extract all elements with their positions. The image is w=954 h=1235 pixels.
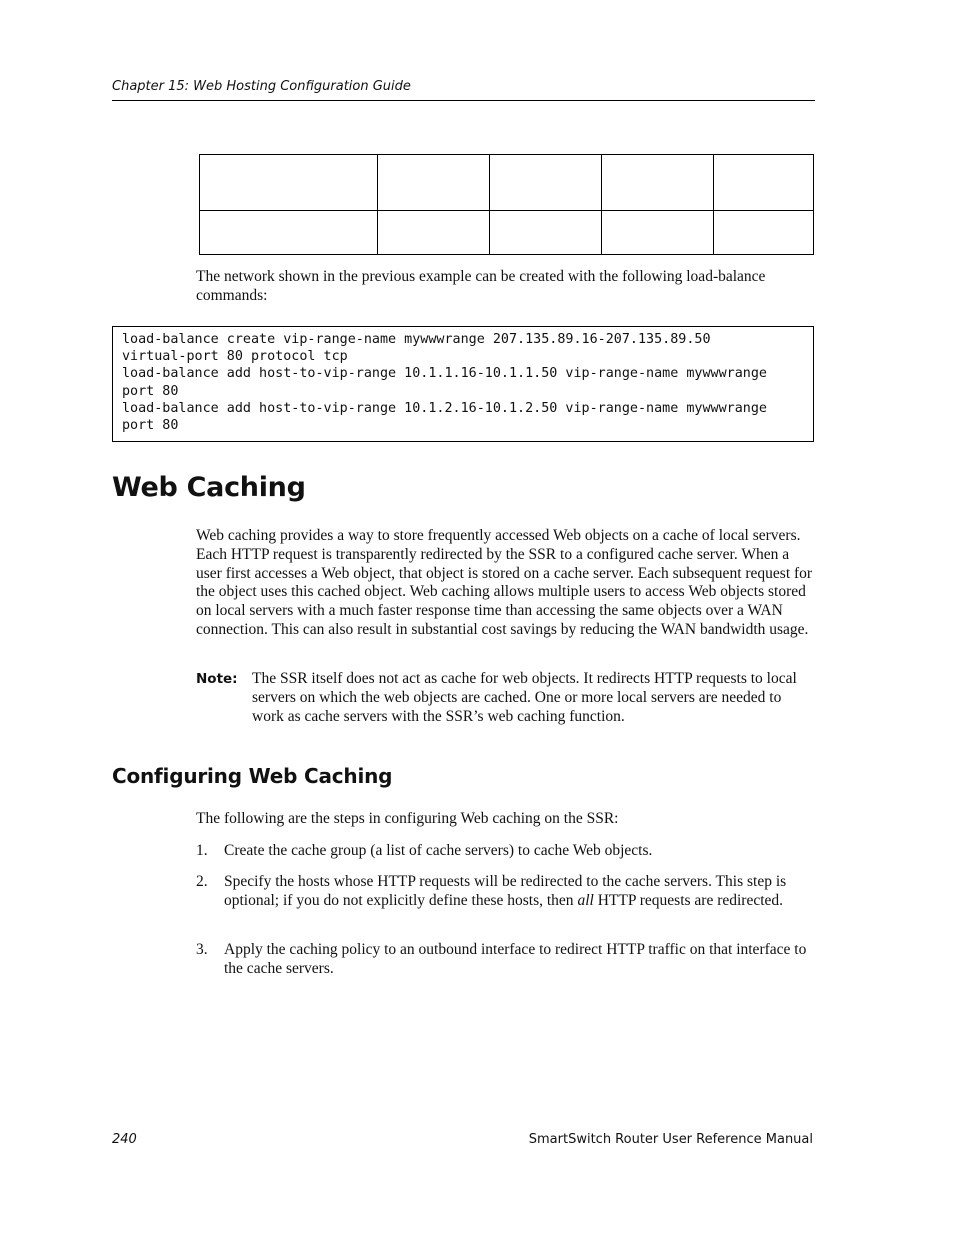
step-text-part: Specify the hosts whose HTTP requests will be redirected to the cache servers. This step is optional; if you do not explicitly define these hosts, then [224, 873, 787, 909]
step-text-part: Create the cache group (a list of cache servers) to cache Web objects. [224, 842, 653, 859]
step-text [224, 842, 814, 861]
table-cell [602, 211, 714, 255]
table-cell [714, 155, 814, 211]
step-text-part: HTTP requests are redirected. [593, 891, 784, 909]
step-text [224, 873, 814, 911]
section-heading: Web Caching [112, 472, 306, 503]
step-text-part: Apply the caching policy to an outbound interface to redirect HTTP traffic on that interface to the cache servers. [224, 941, 807, 977]
table-cell [200, 211, 378, 255]
page-number: 240 [112, 1132, 137, 1147]
table-cell [200, 155, 378, 211]
header-rule [112, 100, 815, 101]
running-header: Chapter 15: Web Hosting Configuration Guide [112, 79, 411, 94]
intro-paragraph: The network shown in the previous example can be created with the following load-balance commands: [196, 268, 766, 304]
subsection-heading: Configuring Web Caching [112, 764, 393, 788]
table-cell [602, 155, 714, 211]
table-cell [489, 211, 602, 255]
code-block [112, 326, 814, 442]
step-number: 2. [196, 873, 208, 890]
step-emphasis: all [577, 891, 594, 909]
table-cell [377, 211, 489, 255]
table-row [200, 211, 814, 255]
steps-intro: The following are the steps in configuring Web caching on the SSR: [196, 810, 619, 827]
table-cell [377, 155, 489, 211]
table-cell [489, 155, 602, 211]
note-text: The SSR itself does not act as cache for web objects. It redirects HTTP requests to local servers on which the web objects are cached. One or more local servers are needed to work as cache servers with the SSR’s web caching function. [252, 670, 797, 725]
step-number: 1. [196, 842, 208, 859]
empty-table [199, 154, 814, 255]
step-number: 3. [196, 941, 208, 958]
step-text [224, 941, 814, 979]
section-body: Web caching provides a way to store frequently accessed Web objects on a cache of local servers. Each HTTP request is transparently redirected by the SSR to a configured cache server. When a user first accesses a Web object, that object is stored on a cache server. Each subsequent request for the object uses this cached object. Web caching allows multiple users to access Web objects stored on local servers with a much faster response time than accessing the same objects over a WAN connection. This can also result in substantial cost savings by reducing the WAN bandwidth usage. [196, 527, 813, 638]
table-cell [714, 211, 814, 255]
manual-title: SmartSwitch Router User Reference Manual [528, 1132, 813, 1147]
table-row [200, 155, 814, 211]
note-label: Note: [196, 671, 238, 687]
code-text: load-balance create vip-range-name mywwwrange 207.135.89.16-207.135.89.50 virtual-port 80 protocol tcp load-balance add host-to-vip-range 10.1.1.16-10.1.1.50 vip-range-name mywwwrange port 80 load-balance add host-to-vip-range 10.1.2.16-10.1.2.50 vip-range-name mywwwrange port 80 [122, 332, 767, 434]
